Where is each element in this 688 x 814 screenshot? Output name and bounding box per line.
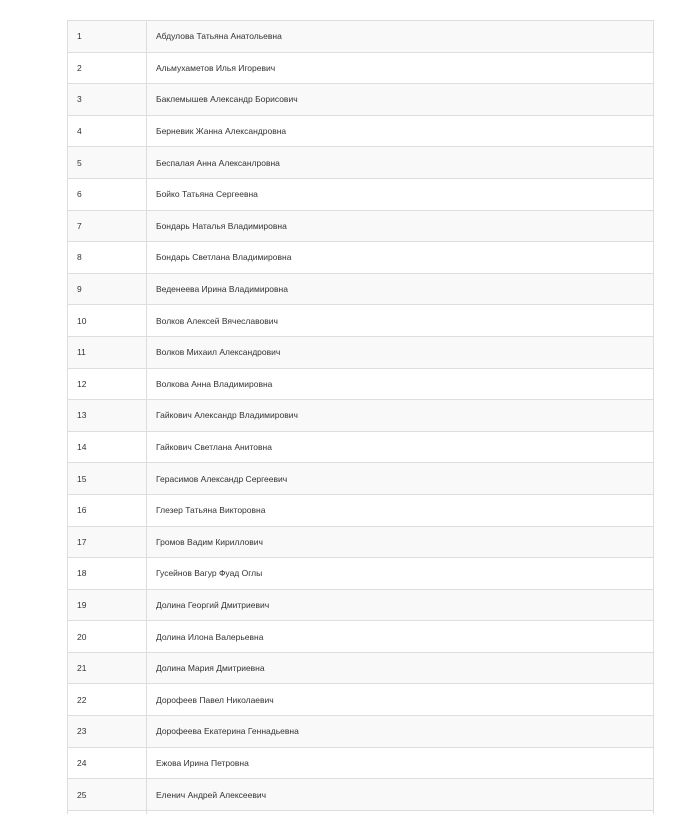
row-number: 6 (68, 178, 147, 210)
row-number: 20 (68, 621, 147, 653)
row-number: 18 (68, 558, 147, 590)
person-name: Баклемышев Александр Борисович (147, 84, 654, 116)
row-number: 17 (68, 526, 147, 558)
table-row (68, 368, 654, 400)
table-row (68, 431, 654, 463)
person-name: Волков Михаил Александрович (147, 336, 654, 368)
row-number: 11 (68, 336, 147, 368)
table-row (68, 810, 654, 814)
row-number: 9 (68, 273, 147, 305)
table-row (68, 305, 654, 337)
row-number: 12 (68, 368, 147, 400)
table-row (68, 400, 654, 432)
person-name: Гусейнов Вагур Фуад Оглы (147, 558, 654, 590)
row-number: 23 (68, 716, 147, 748)
person-name: Бондарь Наталья Владимировна (147, 210, 654, 242)
table-row (68, 621, 654, 653)
table-row (68, 336, 654, 368)
table-row (68, 716, 654, 748)
row-number: 3 (68, 84, 147, 116)
person-name: Беспалая Анна Алексанлровна (147, 147, 654, 179)
row-number: 4 (68, 115, 147, 147)
table-row (68, 684, 654, 716)
person-name: Волкова Анна Владимировна (147, 368, 654, 400)
row-number: 7 (68, 210, 147, 242)
row-number (68, 810, 147, 814)
table-row (68, 273, 654, 305)
person-name: Герасимов Александр Сергеевич (147, 463, 654, 495)
person-name: Веденеева Ирина Владимировна (147, 273, 654, 305)
row-number: 5 (68, 147, 147, 179)
row-number: 8 (68, 242, 147, 274)
table-row (68, 178, 654, 210)
person-name: Бойко Татьяна Сергеевна (147, 178, 654, 210)
table-row (68, 147, 654, 179)
table-row (68, 21, 654, 53)
person-name: Глезер Татьяна Викторовна (147, 494, 654, 526)
person-name: Дорофеева Екатерина Геннадьевна (147, 716, 654, 748)
table-row (68, 463, 654, 495)
table-row (68, 52, 654, 84)
person-name: Еленич Андрей Алексеевич (147, 779, 654, 811)
table-row (68, 84, 654, 116)
person-name: Абдулова Татьяна Анатольевна (147, 21, 654, 53)
participants-table (67, 20, 654, 814)
row-number: 14 (68, 431, 147, 463)
person-name: Долина Илона Валерьевна (147, 621, 654, 653)
participants-table-body (68, 21, 654, 814)
clipped-intro-text (60, 0, 440, 3)
row-number: 10 (68, 305, 147, 337)
person-name: Гайкович Александр Владимирович (147, 400, 654, 432)
person-name: Долина Мария Дмитриевна (147, 652, 654, 684)
row-number: 15 (68, 463, 147, 495)
person-name: Ежова Ирина Петровна (147, 747, 654, 779)
table-row (68, 242, 654, 274)
table-row (68, 526, 654, 558)
table-row (68, 210, 654, 242)
table-row (68, 589, 654, 621)
row-number: 24 (68, 747, 147, 779)
table-row (68, 558, 654, 590)
person-name: Альмухаметов Илья Игоревич (147, 52, 654, 84)
row-number: 21 (68, 652, 147, 684)
row-number: 2 (68, 52, 147, 84)
person-name: Долина Георгий Дмитриевич (147, 589, 654, 621)
person-name: Волков Алексей Вячеславович (147, 305, 654, 337)
person-name: Берневик Жанна Александровна (147, 115, 654, 147)
row-number: 1 (68, 21, 147, 53)
table-row (68, 652, 654, 684)
person-name: Бондарь Светлана Владимировна (147, 242, 654, 274)
table-row (68, 494, 654, 526)
table-row (68, 747, 654, 779)
row-number: 19 (68, 589, 147, 621)
row-number: 16 (68, 494, 147, 526)
person-name (147, 810, 654, 814)
row-number: 25 (68, 779, 147, 811)
table-row (68, 115, 654, 147)
row-number: 13 (68, 400, 147, 432)
row-number: 22 (68, 684, 147, 716)
person-name: Громов Вадим Кириллович (147, 526, 654, 558)
person-name: Гайкович Светлана Анитовна (147, 431, 654, 463)
table-row (68, 779, 654, 811)
person-name: Дорофеев Павел Николаевич (147, 684, 654, 716)
